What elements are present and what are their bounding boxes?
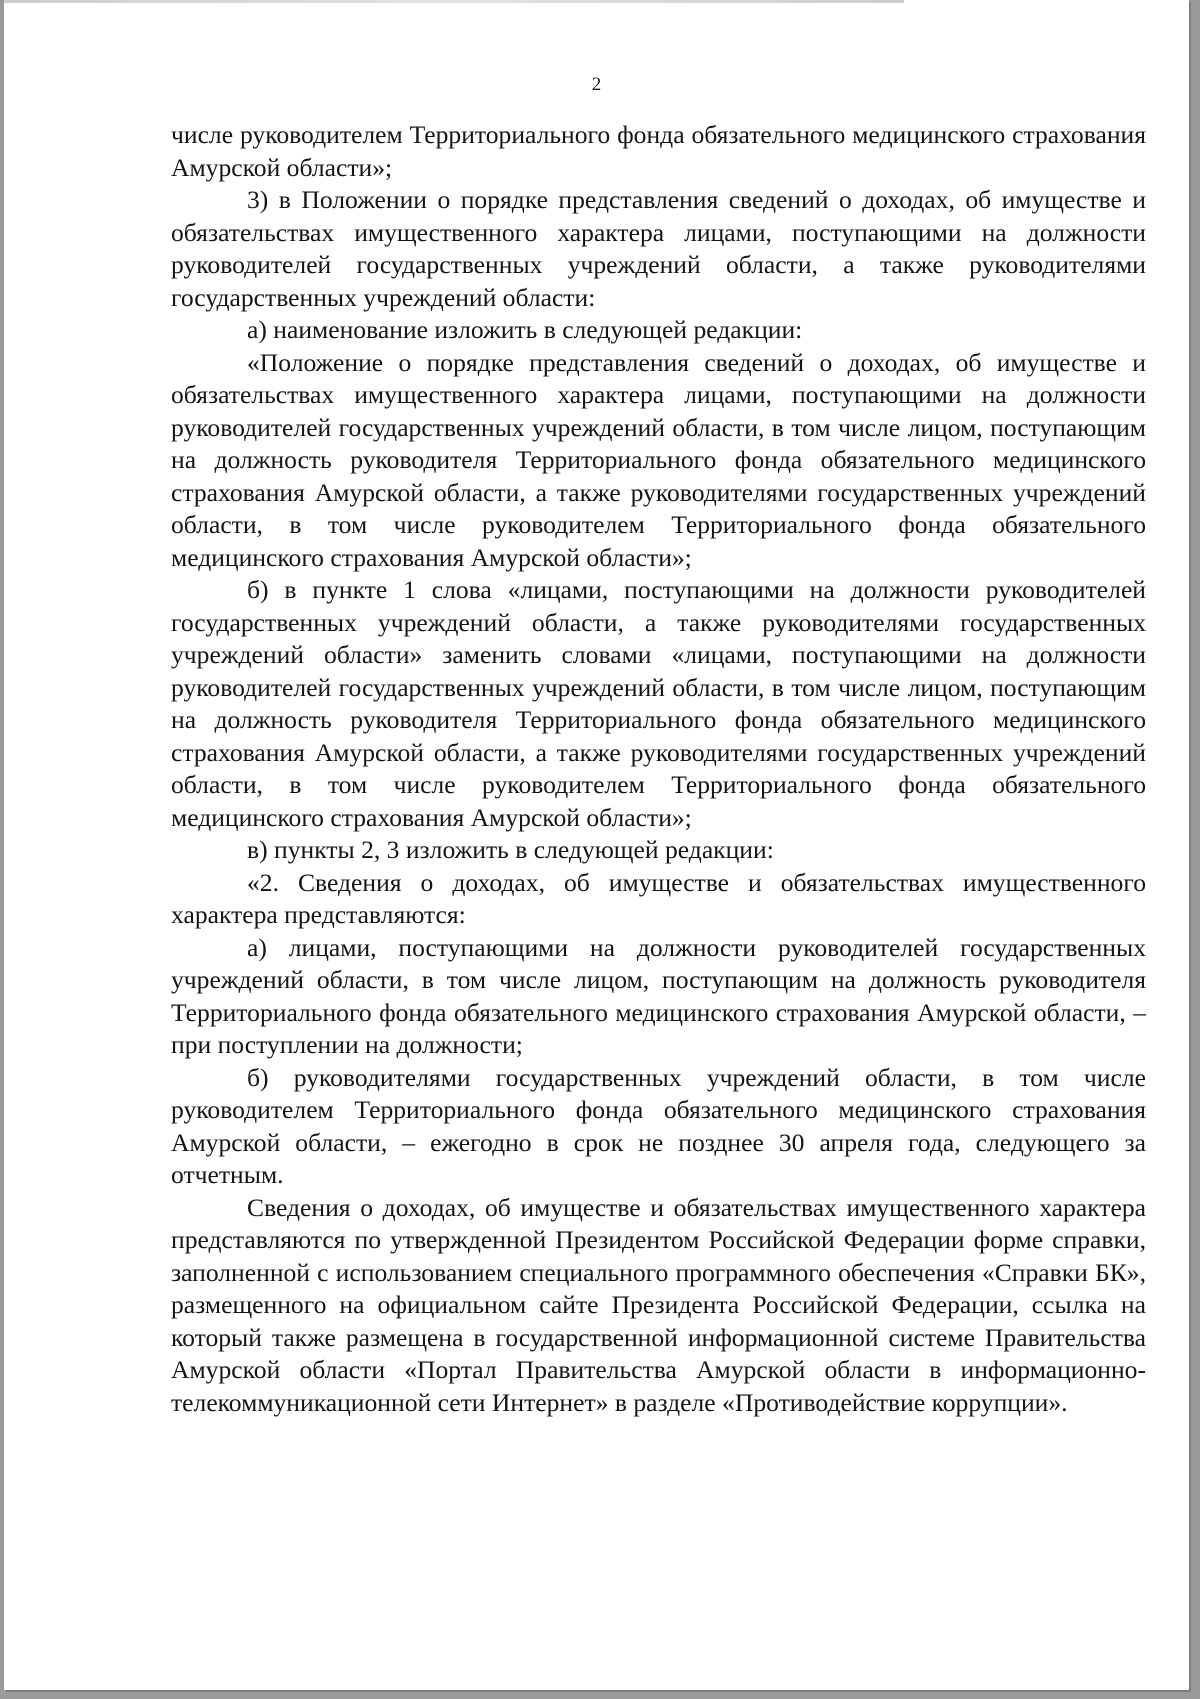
paragraph: а) наименование изложить в следующей редакции: [247, 315, 803, 344]
page-number: 2 [591, 74, 602, 95]
paragraph: Сведения о доходах, об имуществе и обязательствах имущественного характера представляются по утвержденной Президентом Российской Федерации форме справки, заполненной с использованием специального программного обеспечения «Справки БК», размещенного на официальном сайте Президента Российской Федерации, ссылка на который также размещена в государственной информационной системе Правительства Амурской области «Портал Правительства Амурской области в информационно-телекоммуникационной сети Интернет» в разделе «Противодействие коррупции». [171, 1192, 1146, 1417]
paragraph: «2. Сведения о доходах, об имуществе и обязательствах имущественного характера представляются: [171, 867, 1146, 929]
paragraph: б) в пункте 1 слова «лицами, поступающими на должности руководителей государственных учреждений области, а также руководителями государственных учреждений области» заменить словами «лицами, поступающими на должности руководителей государственных учреждений области, в том числе лицом, поступающим на должность руководителя Территориального фонда обязательного медицинского страхования Амурской области, а также руководителями государственных учреждений области, в том числе руководителем Территориального фонда обязательного медицинского страхования Амурской области»; [171, 575, 1146, 832]
paragraph: б) руководителями государственных учреждений области, в том числе руководителем Территориального фонда обязательного медицинского страхования Амурской области, – ежегодно в срок не позднее 30 апреля года, следующего за отчетным. [171, 1062, 1146, 1189]
paragraph: 3) в Положении о порядке представления сведений о доходах, об имуществе и обязательствах имущественного характера лицами, поступающими на должности руководителей государственных учреждений области, а также руководителями государственных учреждений области: [171, 185, 1146, 312]
paragraph: в) пункты 2, 3 изложить в следующей редакции: [247, 835, 774, 864]
paragraph: а) лицами, поступающими на должности руководителей государственных учреждений области, в том числе лицом, поступающим на должность руководителя Территориального фонда обязательного медицинского страхования Амурской области, – при поступлении на должности; [171, 932, 1146, 1059]
document-page [4, 0, 1189, 1690]
paragraph: «Положение о порядке представления сведений о доходах, об имуществе и обязательствах имущественного характера лицами, поступающими на должности руководителей государственных учреждений области, в том числе лицом, поступающим на должность руководителя Территориального фонда обязательного медицинского страхования Амурской области, а также руководителями государственных учреждений области, в том числе руководителем Территориального фонда обязательного медицинского страхования Амурской области»; [171, 347, 1146, 572]
scan-edge-artifact [4, 0, 904, 3]
paragraph: числе руководителем Территориального фонда обязательного медицинского страхования Амурской области»; [171, 120, 1146, 182]
document-body [171, 119, 1146, 1419]
